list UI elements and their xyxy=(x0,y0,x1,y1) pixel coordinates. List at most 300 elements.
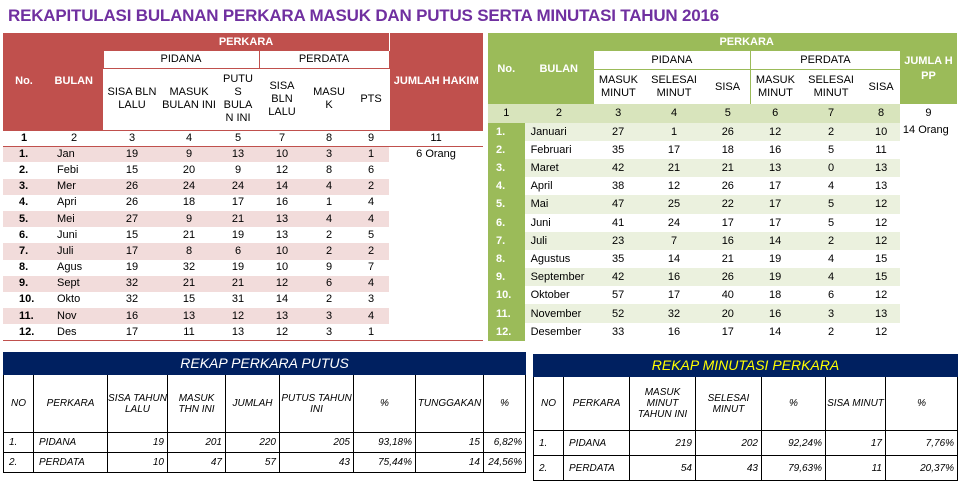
row-number: 11. xyxy=(488,304,525,322)
table-cell: 17 xyxy=(705,214,750,232)
row-month: Okto xyxy=(45,292,103,308)
row-number: 2. xyxy=(3,162,45,178)
header-jumlah-hakim: JUMLAH HAKIM xyxy=(389,33,483,130)
table-cell: 1 xyxy=(353,146,389,162)
table-cell: 5 xyxy=(800,141,862,159)
row-month: November xyxy=(525,304,594,322)
table-cell: 4 xyxy=(353,195,389,211)
row-month: Agus xyxy=(45,260,103,276)
table-cell: 8 xyxy=(305,162,353,178)
table-cell: 4 xyxy=(800,177,862,195)
table-cell: 16 xyxy=(643,323,705,341)
row-month: Agustus xyxy=(525,250,594,268)
table-cell: 32 xyxy=(103,276,161,292)
row-month: Nov xyxy=(45,308,103,324)
table-cell: 5 xyxy=(800,214,862,232)
table-cell: 19 xyxy=(750,268,799,286)
column-header: MASUK MINUT TAHUN INI xyxy=(630,377,696,431)
table-cell: 7 xyxy=(643,232,705,250)
table-row xyxy=(4,453,526,473)
header-perkara: PERKARA xyxy=(593,33,900,51)
table-cell: 11 xyxy=(826,456,886,481)
table-cell: 1 xyxy=(353,324,389,340)
table-cell: 4 xyxy=(353,308,389,324)
column-number-row xyxy=(3,130,483,146)
table-cell: PIDANA xyxy=(34,433,108,453)
col-number: 2 xyxy=(45,130,103,146)
col-number: 3 xyxy=(593,104,642,122)
table-cell: 2 xyxy=(305,243,353,259)
table-cell: 6,82% xyxy=(484,433,526,453)
table-cell: 26 xyxy=(705,123,750,141)
table-cell: 12 xyxy=(862,232,900,250)
table-cell: 15 xyxy=(103,227,161,243)
table-row xyxy=(488,141,957,159)
table-cell: 12 xyxy=(643,177,705,195)
table-cell: 14 xyxy=(750,232,799,250)
table-cell: 24,56% xyxy=(484,453,526,473)
table-cell: 21 xyxy=(161,227,217,243)
header-perdata: PERDATA xyxy=(259,51,389,68)
table-cell: 6 xyxy=(217,243,259,259)
table-cell: 16 xyxy=(259,195,305,211)
table-cell: 13 xyxy=(259,211,305,227)
table-row xyxy=(488,195,957,213)
column-header: TUNGGAKAN xyxy=(416,375,484,433)
col-sisa: SISA xyxy=(705,69,750,104)
column-header: PUTUS TAHUN INI xyxy=(280,375,354,433)
col-number: 7 xyxy=(800,104,862,122)
col-putus-bulan-ini: PUTU S BULA N INI xyxy=(217,68,259,130)
page-title: REKAPITULASI BULANAN PERKARA MASUK DAN PUTUS SERTA MINUTASI TAHUN 2016 xyxy=(8,6,720,25)
table-cell: 14 xyxy=(416,453,484,473)
jumlah-pp-value: 14 Orang xyxy=(900,123,957,341)
table-cell: 12 xyxy=(862,286,900,304)
table-cell: 93,18% xyxy=(354,433,416,453)
table-row xyxy=(488,159,957,177)
row-month: September xyxy=(525,268,594,286)
col-number: 9 xyxy=(353,130,389,146)
jumlah-hakim-value: 6 Orang xyxy=(389,146,483,340)
table-cell: 57 xyxy=(226,453,280,473)
table-cell: 19 xyxy=(103,146,161,162)
table-cell: 1. xyxy=(4,433,34,453)
table-cell: 4 xyxy=(305,211,353,227)
row-month: Febi xyxy=(45,162,103,178)
table-cell: 52 xyxy=(593,304,642,322)
table-cell: 14 xyxy=(750,323,799,341)
table-cell: 12 xyxy=(862,323,900,341)
table-cell: 5 xyxy=(800,195,862,213)
table-cell: 19 xyxy=(217,227,259,243)
table-cell: 15 xyxy=(103,162,161,178)
row-number: 9. xyxy=(3,276,45,292)
table-cell: PERDATA xyxy=(34,453,108,473)
table-cell: 13 xyxy=(217,146,259,162)
row-number: 1. xyxy=(488,123,525,141)
table-cell: 8 xyxy=(161,243,217,259)
col-selesai-minut-perdata: SELESAI MINUT xyxy=(800,69,862,104)
table-row xyxy=(488,323,957,341)
table-row xyxy=(488,286,957,304)
row-number: 4. xyxy=(488,177,525,195)
header-jumlah-pp: JUMLA H PP xyxy=(900,33,957,104)
table-cell: 12 xyxy=(259,324,305,340)
table-cell: 14 xyxy=(259,292,305,308)
row-number: 5. xyxy=(3,211,45,227)
table-cell: 47 xyxy=(593,195,642,213)
rekap-minutasi-title: REKAP MINUTASI PERKARA xyxy=(534,355,958,377)
table-cell: 219 xyxy=(630,431,696,456)
table-cell: 47 xyxy=(168,453,226,473)
table-cell: 7,76% xyxy=(886,431,958,456)
table-cell: 32 xyxy=(103,292,161,308)
column-header: SELESAI MINUT xyxy=(696,377,762,431)
table-cell: 10 xyxy=(259,243,305,259)
table-cell: PERDATA xyxy=(564,456,630,481)
table-cell: 19 xyxy=(103,260,161,276)
column-number-row xyxy=(488,104,957,122)
table-row xyxy=(488,177,957,195)
table-cell: 42 xyxy=(593,268,642,286)
table-cell: 24 xyxy=(643,214,705,232)
column-header: NO xyxy=(4,375,34,433)
row-number: 6. xyxy=(3,227,45,243)
table-cell: 17 xyxy=(643,141,705,159)
table-cell: 43 xyxy=(696,456,762,481)
col-number: 9 xyxy=(900,104,957,122)
col-number: 1 xyxy=(3,130,45,146)
rekap-putus-title: REKAP PERKARA PUTUS xyxy=(4,353,526,375)
table-cell: 17 xyxy=(643,286,705,304)
table-cell: 11 xyxy=(161,324,217,340)
table-cell: 17 xyxy=(750,195,799,213)
table-cell: 10 xyxy=(862,123,900,141)
table-cell: 2 xyxy=(305,292,353,308)
table-cell: 1. xyxy=(534,431,564,456)
column-header: PERKARA xyxy=(564,377,630,431)
table-cell: 4 xyxy=(305,179,353,195)
column-header: % xyxy=(886,377,958,431)
table-cell: 13 xyxy=(259,227,305,243)
table-cell: 12 xyxy=(750,123,799,141)
table-row xyxy=(488,268,957,286)
column-header: PERKARA xyxy=(34,375,108,433)
col-number: 8 xyxy=(862,104,900,122)
table-cell: 25 xyxy=(643,195,705,213)
table-cell: 92,24% xyxy=(762,431,826,456)
table-cell: 19 xyxy=(750,250,799,268)
row-number: 3. xyxy=(488,159,525,177)
table-cell: 23 xyxy=(593,232,642,250)
table-cell: 18 xyxy=(161,195,217,211)
table-cell: 0 xyxy=(800,159,862,177)
col-number: 5 xyxy=(705,104,750,122)
table-cell: 43 xyxy=(280,453,354,473)
row-month: April xyxy=(525,177,594,195)
table-cell: PIDANA xyxy=(564,431,630,456)
table-cell: 17 xyxy=(103,324,161,340)
table-cell: 26 xyxy=(705,268,750,286)
col-number: 6 xyxy=(750,104,799,122)
row-month: Maret xyxy=(525,159,594,177)
table-cell: 15 xyxy=(161,292,217,308)
header-perdata: PERDATA xyxy=(750,51,900,69)
row-number: 7. xyxy=(3,243,45,259)
header-no: No. xyxy=(3,33,45,130)
table-cell: 38 xyxy=(593,177,642,195)
table-cell: 12 xyxy=(862,195,900,213)
rekap-perkara-putus-table xyxy=(3,352,526,473)
row-month: Sept xyxy=(45,276,103,292)
col-sisa-perdata: SISA xyxy=(862,69,900,104)
table-cell: 3 xyxy=(305,324,353,340)
row-month: Oktober xyxy=(525,286,594,304)
header-pidana: PIDANA xyxy=(103,51,259,68)
table-cell: 16 xyxy=(705,232,750,250)
table-cell: 10 xyxy=(108,453,168,473)
table-cell: 17 xyxy=(217,195,259,211)
table-cell: 17 xyxy=(705,323,750,341)
table-cell: 13 xyxy=(217,324,259,340)
table-cell: 75,44% xyxy=(354,453,416,473)
col-number: 11 xyxy=(389,130,483,146)
table-cell: 12 xyxy=(259,276,305,292)
row-month: Januari xyxy=(525,123,594,141)
table-cell: 32 xyxy=(643,304,705,322)
table-cell: 2 xyxy=(800,323,862,341)
table-cell: 2 xyxy=(800,123,862,141)
table-cell: 9 xyxy=(217,162,259,178)
row-month: Juli xyxy=(45,243,103,259)
table-cell: 17 xyxy=(750,214,799,232)
table-cell: 13 xyxy=(862,159,900,177)
table-cell: 20 xyxy=(705,304,750,322)
table-cell: 17 xyxy=(750,177,799,195)
header-bulan: BULAN xyxy=(45,33,103,130)
header-no: No. xyxy=(488,33,525,104)
row-number: 1. xyxy=(3,146,45,162)
col-masuk: MASU K xyxy=(305,68,353,130)
table-cell: 2. xyxy=(534,456,564,481)
table-cell: 3 xyxy=(305,146,353,162)
column-header: JUMLAH xyxy=(226,375,280,433)
table-cell: 4 xyxy=(353,211,389,227)
table-cell: 41 xyxy=(593,214,642,232)
row-number: 8. xyxy=(3,260,45,276)
table-cell: 16 xyxy=(643,268,705,286)
table-cell: 18 xyxy=(750,286,799,304)
rekap-minutasi-table xyxy=(533,354,958,481)
col-sisa-bln-lalu-perdata: SISA BLN LALU xyxy=(259,68,305,130)
row-number: 2. xyxy=(488,141,525,159)
table-cell: 4 xyxy=(800,250,862,268)
column-header: % xyxy=(762,377,826,431)
table-cell: 21 xyxy=(217,276,259,292)
table-cell: 6 xyxy=(305,276,353,292)
table-row xyxy=(488,123,957,141)
column-header: SISA TAHUN LALU xyxy=(108,375,168,433)
row-number: 7. xyxy=(488,232,525,250)
table-row xyxy=(3,146,483,162)
monthly-minutasi-table xyxy=(488,33,957,341)
table-cell: 17 xyxy=(103,243,161,259)
row-month: Jan xyxy=(45,146,103,162)
col-masuk-bulan-ini: MASUK BULAN INI xyxy=(161,68,217,130)
table-cell: 2 xyxy=(305,227,353,243)
table-cell: 5 xyxy=(353,227,389,243)
table-cell: 9 xyxy=(161,146,217,162)
col-number: 4 xyxy=(161,130,217,146)
monthly-case-table xyxy=(3,33,483,341)
table-row xyxy=(488,232,957,250)
table-cell: 15 xyxy=(862,268,900,286)
table-cell: 13 xyxy=(259,308,305,324)
row-month: Mei xyxy=(45,211,103,227)
table-cell: 7 xyxy=(353,260,389,276)
header-bulan: BULAN xyxy=(525,33,594,104)
table-cell: 27 xyxy=(103,211,161,227)
row-number: 10. xyxy=(3,292,45,308)
row-month: Februari xyxy=(525,141,594,159)
col-number: 5 xyxy=(217,130,259,146)
col-number: 3 xyxy=(103,130,161,146)
table-cell: 21 xyxy=(217,211,259,227)
table-cell: 4 xyxy=(800,268,862,286)
row-number: 4. xyxy=(3,195,45,211)
table-cell: 202 xyxy=(696,431,762,456)
table-cell: 21 xyxy=(161,276,217,292)
row-number: 11. xyxy=(3,308,45,324)
row-month: Mer xyxy=(45,179,103,195)
table-cell: 205 xyxy=(280,433,354,453)
table-cell: 13 xyxy=(862,177,900,195)
row-month: Desember xyxy=(525,323,594,341)
column-header: % xyxy=(484,375,526,433)
table-cell: 22 xyxy=(705,195,750,213)
column-header: NO xyxy=(534,377,564,431)
table-cell: 19 xyxy=(108,433,168,453)
table-cell: 40 xyxy=(705,286,750,304)
table-cell: 9 xyxy=(161,211,217,227)
table-cell: 13 xyxy=(750,159,799,177)
table-cell: 42 xyxy=(593,159,642,177)
table-row xyxy=(488,250,957,268)
table-cell: 10 xyxy=(259,260,305,276)
row-number: 5. xyxy=(488,195,525,213)
row-month: Des xyxy=(45,324,103,340)
table-cell: 16 xyxy=(103,308,161,324)
table-cell: 220 xyxy=(226,433,280,453)
table-cell: 19 xyxy=(217,260,259,276)
col-selesai-minut: SELESAI MINUT xyxy=(643,69,705,104)
col-pts: PTS xyxy=(353,68,389,130)
table-cell: 27 xyxy=(593,123,642,141)
table-cell: 6 xyxy=(353,162,389,178)
table-cell: 16 xyxy=(750,304,799,322)
table-cell: 35 xyxy=(593,250,642,268)
table-row xyxy=(488,214,957,232)
table-cell: 3 xyxy=(800,304,862,322)
col-number: 8 xyxy=(305,130,353,146)
table-cell: 54 xyxy=(630,456,696,481)
table-cell: 15 xyxy=(862,250,900,268)
table-cell: 35 xyxy=(593,141,642,159)
table-cell: 31 xyxy=(217,292,259,308)
table-cell: 12 xyxy=(259,162,305,178)
table-row xyxy=(488,304,957,322)
table-cell: 57 xyxy=(593,286,642,304)
table-cell: 2 xyxy=(353,243,389,259)
table-cell: 14 xyxy=(643,250,705,268)
table-cell: 4 xyxy=(353,276,389,292)
table-cell: 10 xyxy=(259,146,305,162)
table-cell: 3 xyxy=(353,292,389,308)
row-number: 10. xyxy=(488,286,525,304)
row-number: 9. xyxy=(488,268,525,286)
table-cell: 20 xyxy=(161,162,217,178)
row-number: 12. xyxy=(3,324,45,340)
row-month: Juli xyxy=(525,232,594,250)
column-header: SISA MINUT xyxy=(826,377,886,431)
table-cell: 13 xyxy=(862,304,900,322)
column-header: % xyxy=(354,375,416,433)
table-cell: 26 xyxy=(705,177,750,195)
col-number: 1 xyxy=(488,104,525,122)
table-cell: 21 xyxy=(705,159,750,177)
column-header: MASUK THN INI xyxy=(168,375,226,433)
table-cell: 11 xyxy=(862,141,900,159)
table-cell: 21 xyxy=(705,250,750,268)
table-cell: 3 xyxy=(305,308,353,324)
header-pidana: PIDANA xyxy=(593,51,750,69)
table-cell: 33 xyxy=(593,323,642,341)
table-cell: 79,63% xyxy=(762,456,826,481)
row-number: 3. xyxy=(3,179,45,195)
table-cell: 26 xyxy=(103,195,161,211)
table-cell: 1 xyxy=(305,195,353,211)
col-masuk-minut: MASUK MINUT xyxy=(593,69,642,104)
table-cell: 16 xyxy=(750,141,799,159)
row-number: 12. xyxy=(488,323,525,341)
table-cell: 32 xyxy=(161,260,217,276)
table-cell: 12 xyxy=(217,308,259,324)
table-cell: 1 xyxy=(643,123,705,141)
table-cell: 15 xyxy=(416,433,484,453)
table-cell: 12 xyxy=(862,214,900,232)
row-month: Mai xyxy=(525,195,594,213)
row-month: Juni xyxy=(525,214,594,232)
table-cell: 14 xyxy=(259,179,305,195)
table-cell: 13 xyxy=(161,308,217,324)
table-cell: 24 xyxy=(217,179,259,195)
table-cell: 21 xyxy=(643,159,705,177)
table-cell: 9 xyxy=(305,260,353,276)
row-month: Apri xyxy=(45,195,103,211)
table-cell: 201 xyxy=(168,433,226,453)
table-cell: 6 xyxy=(800,286,862,304)
col-number: 2 xyxy=(525,104,594,122)
table-cell: 2. xyxy=(4,453,34,473)
row-number: 6. xyxy=(488,214,525,232)
table-cell: 2 xyxy=(353,179,389,195)
col-number: 4 xyxy=(643,104,705,122)
table-cell: 2 xyxy=(800,232,862,250)
table-row xyxy=(4,433,526,453)
table-cell: 20,37% xyxy=(886,456,958,481)
col-sisa-bln-lalu: SISA BLN LALU xyxy=(103,68,161,130)
col-number: 7 xyxy=(259,130,305,146)
